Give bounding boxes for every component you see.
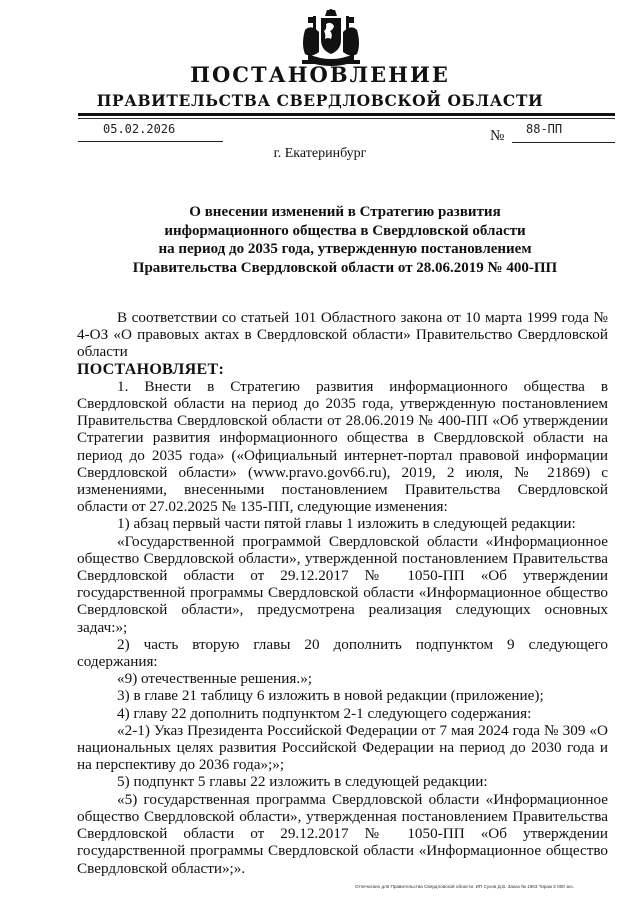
- document-number: 88-ПП: [526, 122, 563, 136]
- heading-line: на период до 2035 года, утвержденную постановлением: [158, 241, 532, 257]
- document-body: [77, 309, 608, 877]
- heading-line: информационного общества в Свердловской области: [164, 222, 526, 239]
- heading-line: Правительства Свердловской области от 28.06.2019 № 400-ПП: [132, 259, 558, 276]
- paragraph: 1. Внести в Стратегию развития информационного общества в Свердловской области на период до 2035 года, утвержденную постановлением Правительства Свердловской области от 28.06.2019 № 400-ПП «Об утверждении Стратегии развития информационного общества в Свердловской области на период до 2035 года» («Официальный интернет-портал правовой информации Свердловской области» (www.pravo.gov66.ru), 2019, 2 июля, № 21869) с изменениями, внесенными постановлением Правительства Свердловской области от 27.02.2025 № 135-ПП, следующие изменения:: [77, 377, 608, 516]
- issuing-authority: ПРАВИТЕЛЬСТВА СВЕРДЛОВСКОЙ ОБЛАСТИ: [96, 91, 544, 110]
- city-of-issue: г. Екатеринбург: [273, 146, 367, 161]
- paragraph: 3) в главе 21 таблицу 6 изложить в новой редакции (приложение);: [117, 687, 544, 705]
- document-date: 05.02.2026: [103, 122, 176, 136]
- print-note: Отпечатано для Правительства Свердловской области. ИП Сухов Д.В. Заказ № 1963 Тираж 2 000 экз.: [355, 884, 574, 889]
- heading-line: О внесении изменений в Стратегию развития: [189, 204, 501, 220]
- document-heading: [80, 203, 610, 277]
- paragraph: 5) подпункт 5 главы 22 изложить в следующей редакции:: [117, 773, 488, 791]
- preamble: В соответствии со статьей 101 Областного закона от 10 марта 1999 года № 4-ОЗ «О правовых актах в Свердловской области» Правительство Свердловской области: [77, 309, 608, 361]
- paragraph: «2-1) Указ Президента Российской Федерации от 7 мая 2024 года № 309 «О национальных целях развития Российской Федерации на период до 2030 года и на перспективу до 2036 года»;»;: [77, 721, 608, 774]
- paragraph: 4) главу 22 дополнить подпунктом 2-1 следующего содержания:: [117, 704, 532, 722]
- number-sign: №: [490, 128, 505, 144]
- paragraph: 2) часть вторую главы 20 дополнить подпунктом 9 следующего содержания:: [77, 635, 608, 671]
- decree-word: ПОСТАНОВЛЯЕТ:: [77, 360, 225, 378]
- coat-of-arms-icon: [300, 8, 362, 68]
- paragraph: 1) абзац первый части пятой главы 1 изложить в следующей редакции:: [117, 515, 576, 533]
- paragraph: «5) государственная программа Свердловской области «Информационное общество Свердловской области», утвержденная постановлением Правительства Свердловской области от 29.12.2017 № 1050-ПП «Об утверждении государственной программы Свердловской области «Информационное общество Свердловской области»;».: [77, 790, 608, 877]
- paragraph: «9) отечественные решения.»;: [117, 670, 313, 688]
- header-divider-thin: [78, 118, 615, 119]
- date-underline: [78, 141, 223, 142]
- header-divider-thick: [78, 113, 615, 116]
- document-type-title: ПОСТАНОВЛЕНИЕ: [190, 62, 450, 87]
- number-underline: [512, 142, 615, 143]
- paragraph: «Государственной программой Свердловской области «Информационное общество Свердловской области», утвержденной постановлением Правительства Свердловской области от 29.12.2017 № 1050-ПП «Об утверждении государственной программы Свердловской области «Информационное общество Свердловской области», предусмотрена реализация следующих основных задач:»;: [77, 532, 608, 636]
